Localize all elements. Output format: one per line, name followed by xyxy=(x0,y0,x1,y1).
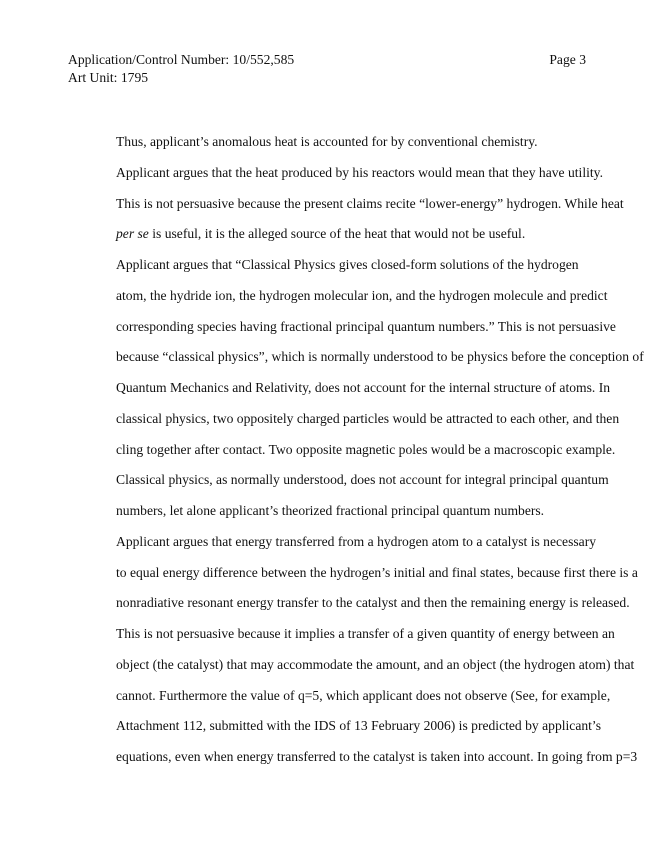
page-header-left xyxy=(68,51,294,87)
paragraph-2 xyxy=(68,158,624,250)
text-line: Applicant argues that energy transferred from a hydrogen atom to a catalyst is necessary xyxy=(116,533,597,549)
text-line: corresponding species having fractional principal quantum numbers.” This is not persuasive xyxy=(116,318,616,334)
document-body xyxy=(68,127,644,773)
text-segment: is useful, it is the alleged source of the heat that would not be useful. xyxy=(148,226,526,242)
text-line: Attachment 112, submitted with the IDS of 13 February 2006) is predicted by applicant’s xyxy=(116,718,602,734)
text-line: Thus, applicant’s anomalous heat is accounted for by conventional chemistry. xyxy=(116,134,538,149)
text-line xyxy=(68,219,586,250)
paragraph-3 xyxy=(68,250,644,527)
text-line: cling together after contact. Two opposite magnetic poles would be a macroscopic example. xyxy=(116,441,616,457)
text-line: numbers, let alone applicant’s theorized fractional principal quantum numbers. xyxy=(116,503,545,518)
text-line: cannot. Furthermore the value of q=5, which applicant does not observe (See, for example, xyxy=(116,687,611,703)
text-line: Classical physics, as normally understood, does not account for integral principal quantum xyxy=(116,472,609,488)
text-line: Applicant argues that the heat produced by his reactors would mean that they have utility. xyxy=(116,164,603,180)
text-line: atom, the hydride ion, the hydrogen molecular ion, and the hydrogen molecule and predict xyxy=(116,287,608,303)
text-line: because “classical physics”, which is normally understood to be physics before the conception of xyxy=(116,349,644,365)
paragraph-4 xyxy=(68,527,638,773)
text-line: Quantum Mechanics and Relativity, does not account for the internal structure of atoms. In xyxy=(116,380,611,395)
text-line: to equal energy difference between the hydrogen’s initial and final states, because first there is a xyxy=(116,564,638,580)
italic-phrase: per se xyxy=(116,226,149,242)
art-unit: Art Unit: 1795 xyxy=(68,70,149,85)
page-number: Page 3 xyxy=(549,52,586,67)
text-line: Applicant argues that “Classical Physics gives closed-form solutions of the hydrogen xyxy=(116,257,579,272)
text-line: object (the catalyst) that may accommodate the amount, and an object (the hydrogen atom) that xyxy=(116,656,635,672)
text-line: This is not persuasive because the present claims recite “lower-energy” hydrogen. While heat xyxy=(116,195,624,211)
application-number: Application/Control Number: 10/552,585 xyxy=(68,52,295,67)
text-line: This is not persuasive because it implies a transfer of a given quantity of energy between an xyxy=(116,626,615,641)
text-line: nonradiative resonant energy transfer to the catalyst and then the remaining energy is released. xyxy=(116,595,630,611)
paragraph-1 xyxy=(68,127,586,158)
text-line: classical physics, two oppositely charged particles would be attracted to each other, and then xyxy=(116,410,620,426)
text-line: equations, even when energy transferred to the catalyst is taken into account. In going from p=3 xyxy=(116,749,638,764)
